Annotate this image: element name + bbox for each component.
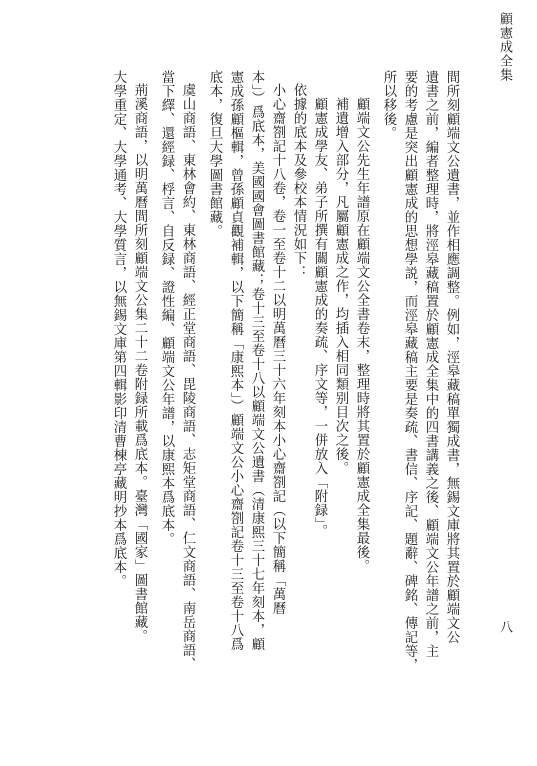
text-line: 補遺增入部分，凡屬顧憲成之作，均插入相同類别目次之後。	[333, 97, 348, 475]
text-line: 底本，復旦大學圖書館藏。	[207, 70, 222, 238]
text-line: 依據的底本及參校本情況如下：	[291, 83, 306, 279]
text-line: 顧端文公先生年譜原在顧端文公全書卷末，整理時將其置於顧憲成全集最後。	[354, 97, 369, 573]
text-line: 要的考慮是突出顧憲成的思想學説，而涇皋藏稿主要是奏疏、書信、序記、題辭、碑銘、傳記等，	[402, 70, 417, 672]
text-line: 當下繹、還經録、桴言、自反録、證性編、顧端文公年譜，以康熙本爲底本。	[159, 70, 174, 546]
text-line: 虞山商語、東林會約、東林商語、經正堂商語、毘陵商語、志矩堂商語、仁文商語、南岳商語、	[180, 83, 195, 671]
text-line: 小心齋劄記十八卷，卷一至卷十二以明萬曆三十六年刻本小心齋劄記（以下簡稱「萬曆	[270, 83, 285, 615]
text-line: 間所刻顧端文公遺書，並作相應調整。例如，涇皋藏稿單獨成書，無錫文庫將其置於顧端文公	[444, 70, 459, 644]
body-text	[108, 70, 462, 710]
text-line: 大學重定、大學通考、大學質言，以無錫文庫第四輯影印清曹棟亭藏明抄本爲底本。	[111, 70, 126, 588]
page-number: 八	[497, 620, 512, 634]
running-title: 顧憲成全集	[497, 12, 512, 82]
text-line: 荊溪商語，以明萬曆間所刻顧端文公集二十二卷附録所載爲底本。臺灣「國家」圖書館藏。	[132, 83, 147, 643]
text-line: 所以移後。	[381, 70, 396, 140]
text-line: 憲成孫顧樞輯，曾孫顧貞觀補輯，以下簡稱「康熙本」）顧端文公小心齋劄記卷十三至卷十八爲	[228, 70, 243, 652]
text-line: 本」）爲底本，美國國會圖書館藏；卷十三至卷十八以顧端文公遺書（清康熙三十七年刻本，顧	[249, 70, 264, 652]
text-line: 遺書之前，編者整理時，將涇皋藏稿置於顧憲成全集中的四書講義之後、顧端文公年譜之前，主	[423, 70, 438, 658]
text-line: 顧憲成學友、弟子所撰有關顧憲成的奏疏、序文等，一併放入「附録」。	[312, 97, 327, 539]
